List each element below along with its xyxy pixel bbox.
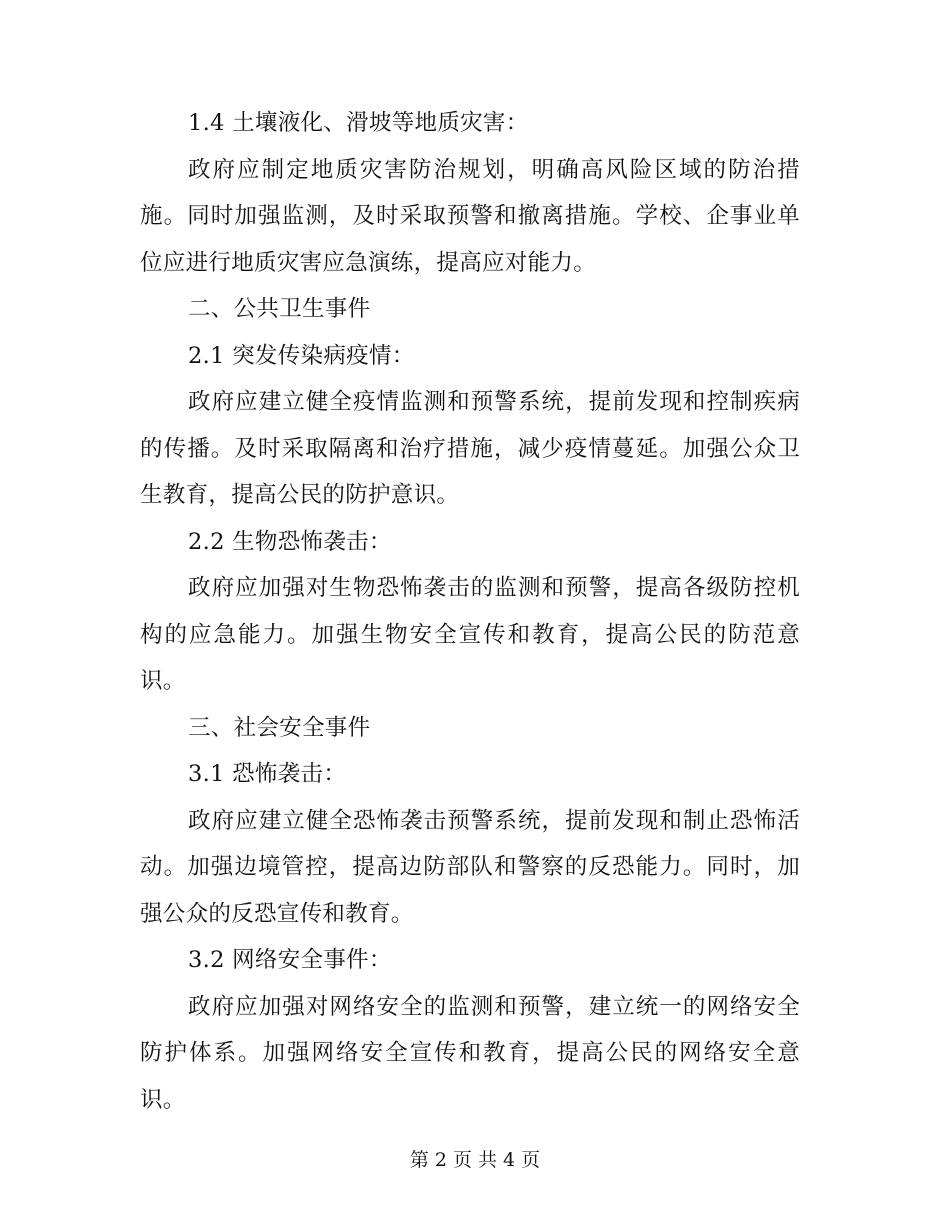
paragraph-cybersecurity: 政府应加强对网络安全的监测和预警，建立统一的网络安全防护体系。加强网络安全宣传和教育，提高公民的网络安全意识。 <box>140 993 800 1113</box>
paragraph-epidemic: 政府应建立健全疫情监测和预警系统，提前发现和控制疾病的传播。及时采取隔离和治疗措施，减少疫情蔓延。加强公众卫生教育，提高公民的防护意识。 <box>140 389 800 508</box>
page-number-label: 第 2 页 共 4 页 <box>409 1149 541 1171</box>
paragraph-bioterrorism: 政府应加强对生物恐怖袭击的监测和预警，提高各级防控机构的应急能力。加强生物安全宣传和教育，提高公民的防范意识。 <box>140 575 800 694</box>
section-heading-1-4: 1.4 土壤液化、滑坡等地质灾害： <box>188 110 529 136</box>
paragraph-terrorism: 政府应建立健全恐怖袭击预警系统，提前发现和制止恐怖活动。加强边境管控，提高边防部队和警察的反恐能力。同时，加强公众的反恐宣传和教育。 <box>140 807 800 927</box>
section-heading-3-1: 3.1 恐怖袭击： <box>188 761 347 787</box>
section-heading-public-health: 二、公共卫生事件 <box>188 296 371 322</box>
section-heading-3-2: 3.2 网络安全事件： <box>188 947 392 973</box>
page-footer <box>0 1146 950 1174</box>
section-heading-2-2: 2.2 生物恐怖袭击： <box>188 528 392 555</box>
section-heading-social-security: 三、社会安全事件 <box>188 714 371 741</box>
document-body <box>140 100 800 1123</box>
paragraph-geological-disasters: 政府应制定地质灾害防治规划，明确高风险区域的防治措施。同时加强监测，及时采取预警和撤离措施。学校、企事业单位应进行地质灾害应急演练，提高应对能力。 <box>140 156 800 276</box>
section-heading-2-1: 2.1 突发传染病疫情： <box>188 342 415 369</box>
